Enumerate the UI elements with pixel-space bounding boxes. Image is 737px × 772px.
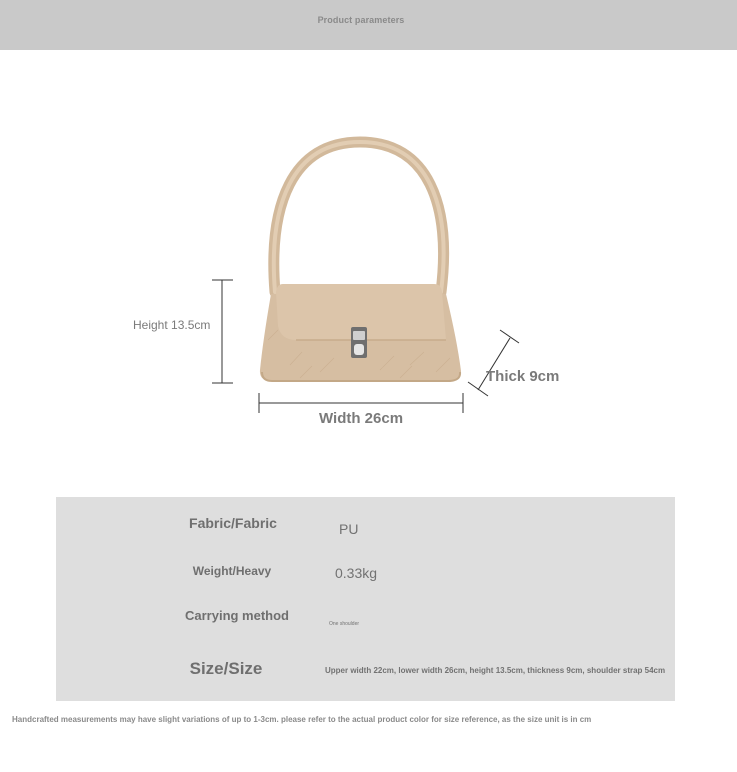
height-label: Height 13.5cm (133, 318, 211, 332)
size-label: Size/Size (189, 659, 263, 678)
thickness-label: Thick 9cm (486, 368, 560, 385)
fabric-label: Fabric/Fabric (189, 515, 277, 531)
carrying-method-value: One shoulder (329, 621, 360, 627)
height-dimension-line (212, 280, 233, 383)
size-value: Upper width 22cm, lower width 26cm, height 13.5cm, thickness 9cm, shoulder strap 54cm (325, 666, 666, 675)
handbag-image (260, 142, 461, 381)
page-title: Product parameters (317, 15, 405, 25)
thickness-dimension-line (468, 330, 519, 396)
weight-value: 0.33kg (335, 565, 378, 581)
fabric-value: PU (339, 521, 359, 537)
measurement-footnote: Handcrafted measurements may have slight variations of up to 1-3cm. please refer to the actual product color for size reference, as the size unit is in cm (12, 715, 592, 724)
width-label: Width 26cm (319, 410, 404, 427)
carrying-method-label: Carrying method (184, 608, 289, 623)
parameters-table (56, 497, 675, 701)
weight-label: Weight/Heavy (192, 564, 272, 578)
